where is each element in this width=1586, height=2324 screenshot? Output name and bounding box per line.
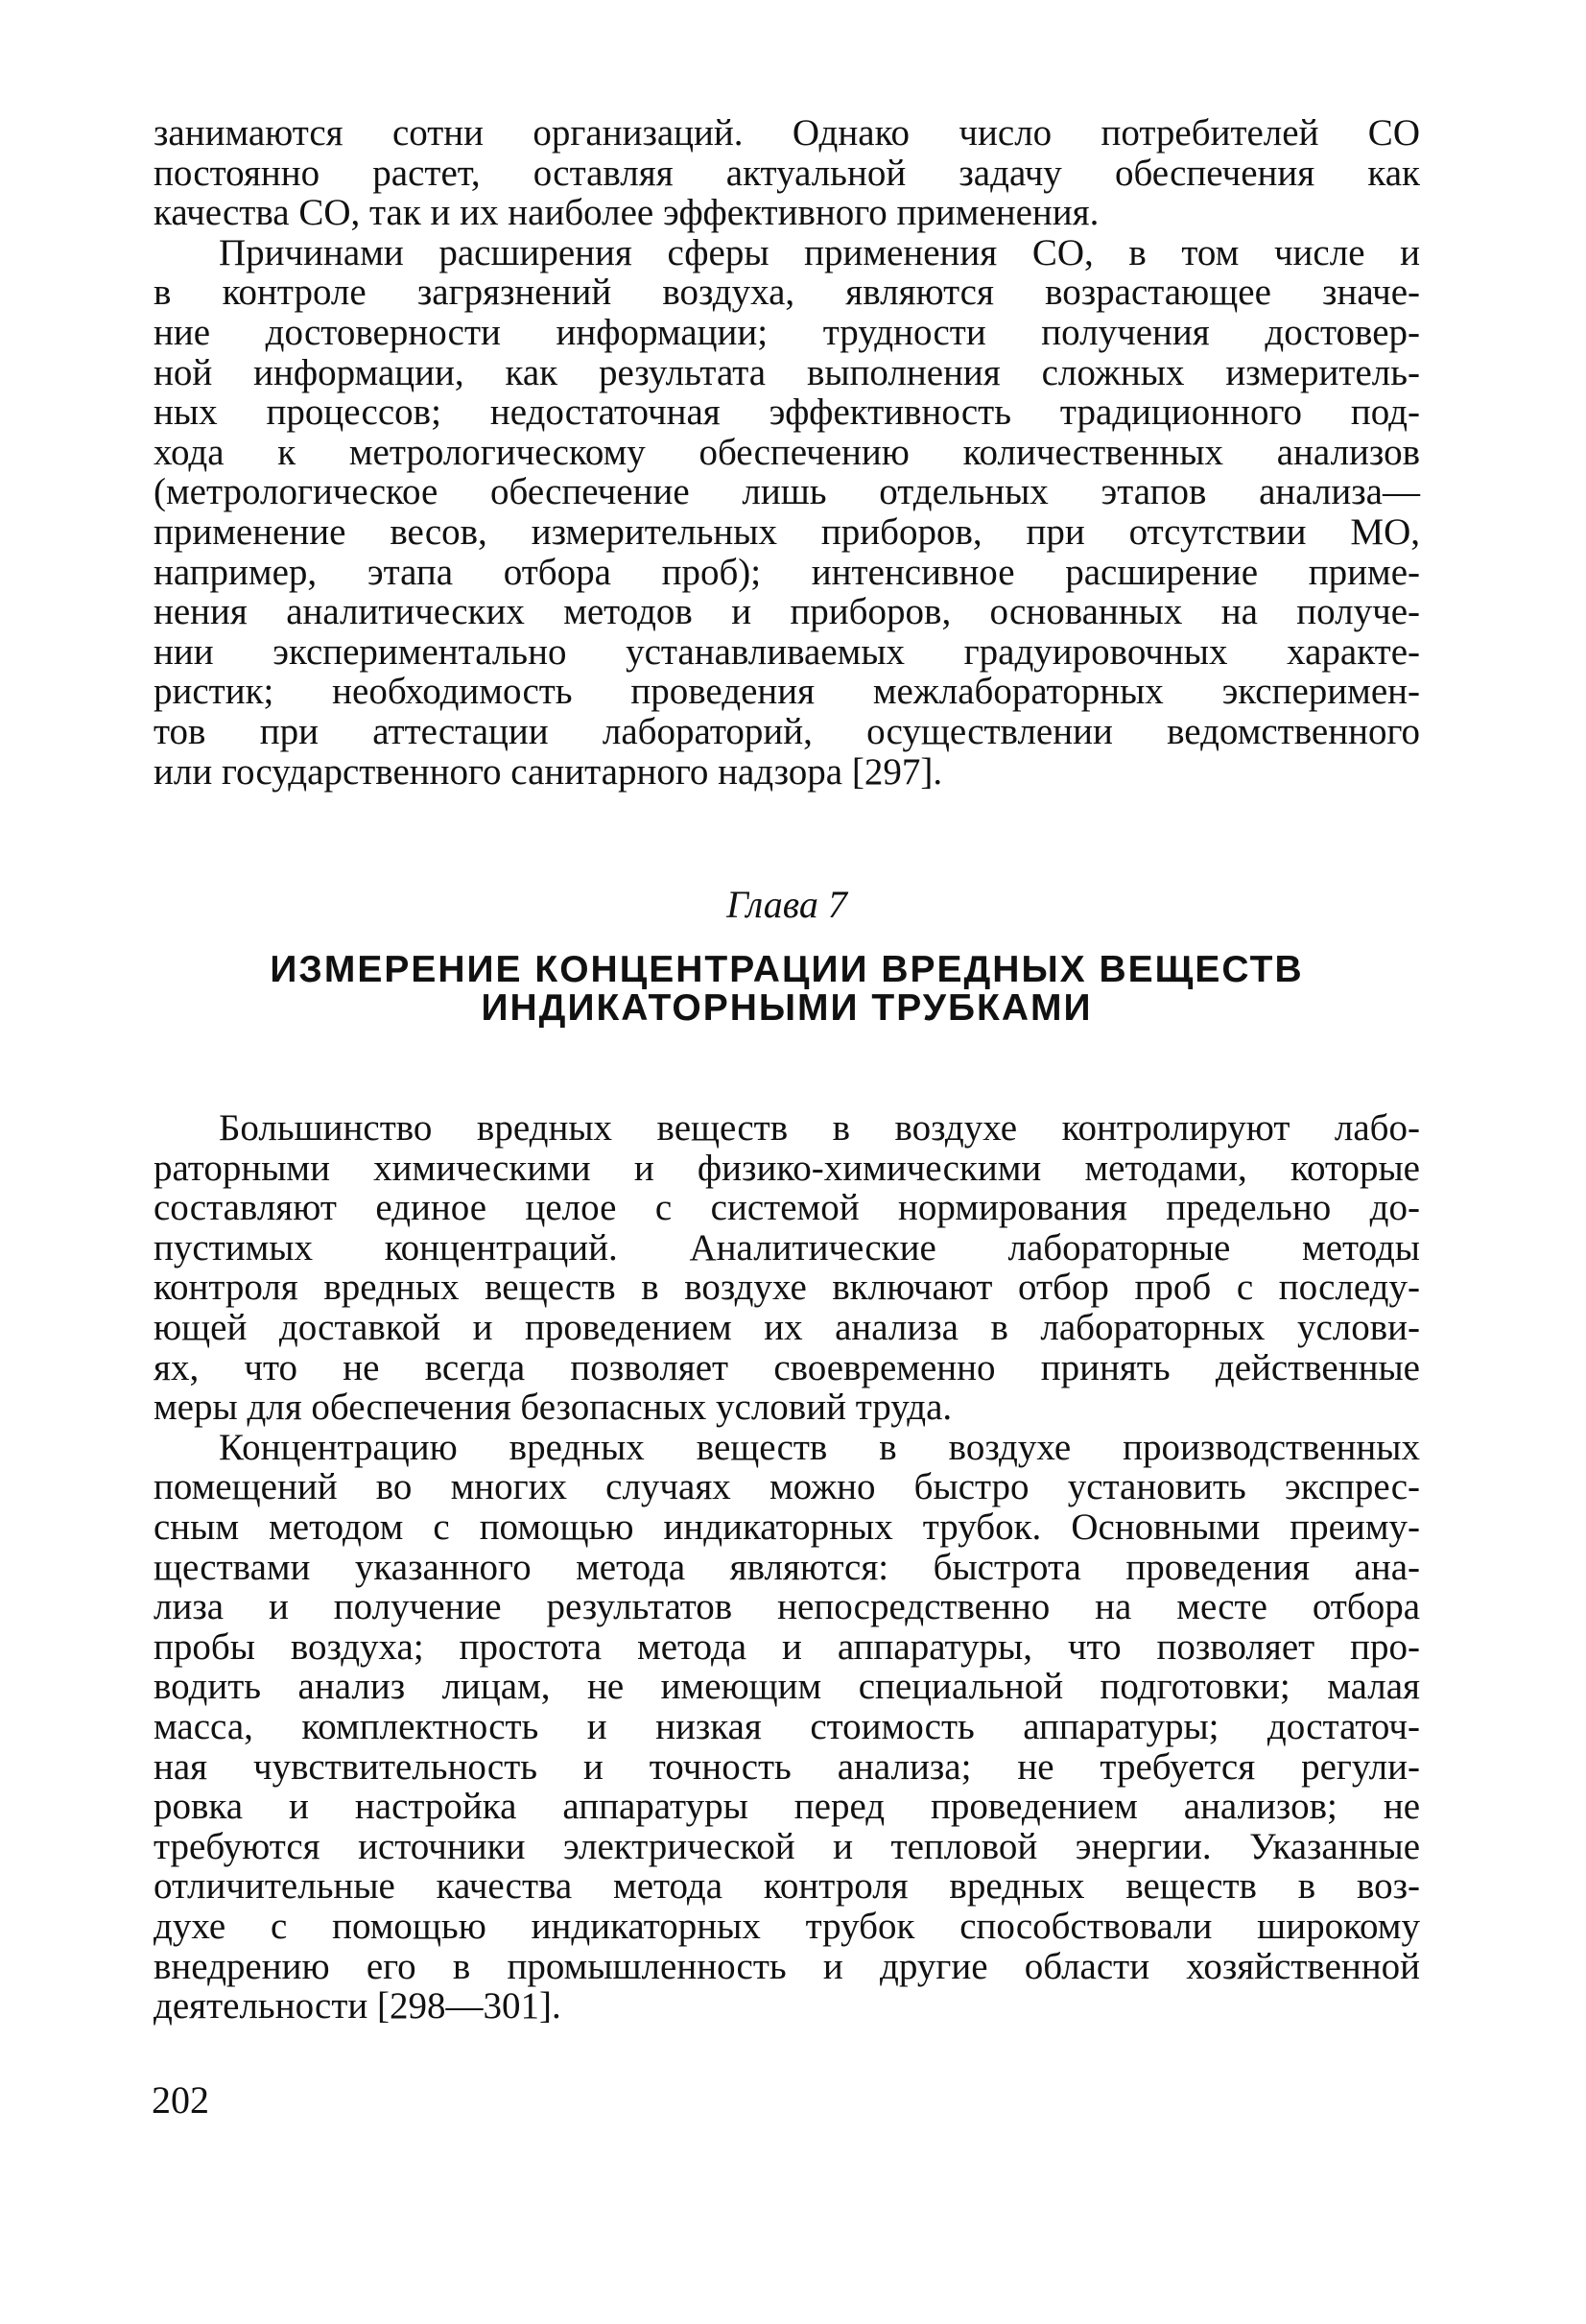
paragraph-intro	[154, 1108, 1420, 1428]
text-line: ных процессов; недостаточная эффективность традиционного под-	[154, 391, 1420, 434]
text-line: например, этапа отбора проб); интенсивное расширение приме-	[154, 551, 1420, 593]
text-line: ная чувствительность и точность анализа; не требуется регули-	[154, 1745, 1420, 1788]
text-line: постоянно растет, оставляя актуальной задачу обеспечения как	[154, 152, 1420, 194]
text-line: (метрологическое обеспечение лишь отдельных этапов анализа—	[154, 471, 1420, 513]
chapter-title-line-1: ИЗМЕРЕНИЕ КОНЦЕНТРАЦИИ ВРЕДНЫХ ВЕЩЕСТВ	[270, 949, 1304, 991]
chapter-heading	[154, 884, 1420, 1028]
text-line: ях, что не всегда позволяет своевременно принять действенные	[154, 1346, 1420, 1388]
text-line: тов при аттестации лабораторий, осуществлении ведомственного	[154, 710, 1420, 752]
text-line: ществами указанного метода являются: быстрота проведения ана-	[154, 1546, 1420, 1588]
text-line: ющей доставкой и проведением их анализа в лабораторных услови-	[154, 1307, 1420, 1349]
text-line: Большинство вредных веществ в воздухе контролируют лабо-	[219, 1107, 1420, 1150]
text-line: составляют единое целое с системой нормирования предельно до-	[154, 1187, 1420, 1229]
text-line: контроля вредных веществ в воздухе включают отбор проб с последу-	[154, 1267, 1420, 1309]
text-line: применение весов, измерительных приборов, при отсутствии МО,	[154, 510, 1420, 553]
text-line: помещений во многих случаях можно быстро установить экспрес-	[154, 1466, 1420, 1508]
text-line: хода к метрологическому обеспечению количественных анализов	[154, 431, 1420, 473]
paragraph-express	[154, 1428, 1420, 2027]
text-line: качества СО, так и их наиболее эффективного применения.	[154, 192, 1100, 234]
text-line: отличительные качества метода контроля вредных веществ в воз-	[154, 1865, 1420, 1908]
page-number: 202	[152, 2078, 209, 2122]
text-line: Причинами расширения сферы применения СО, в том числе и	[219, 231, 1420, 273]
text-line: в контроле загрязнений воздуха, являются возрастающее значе-	[154, 272, 1420, 314]
text-line: Концентрацию вредных веществ в воздухе производственных	[219, 1426, 1420, 1468]
text-line: пробы воздуха; простота метода и аппаратуры, что позволяет про-	[154, 1625, 1420, 1668]
text-line: масса, комплектность и низкая стоимость аппаратуры; достаточ-	[154, 1706, 1420, 1747]
chapter-title-line-2: ИНДИКАТОРНЫМИ ТРУБКАМИ	[481, 987, 1093, 1030]
text-line: нения аналитических методов и приборов, основанных на получе-	[154, 591, 1420, 633]
text-line: ристик; необходимость проведения межлабораторных эксперимен-	[154, 671, 1420, 713]
text-line: требуются источники электрической и тепловой энергии. Указанные	[154, 1825, 1420, 1867]
text-line: ной информации, как результата выполнения сложных измеритель-	[154, 351, 1420, 393]
text-line: деятельности [298—301].	[154, 1985, 561, 2028]
page-body	[154, 113, 1420, 2027]
text-line: нии экспериментально устанавливаемых градуировочных характе-	[154, 630, 1420, 673]
paragraph-continued	[154, 113, 1420, 233]
text-line: лиза и получение результатов непосредственно на месте отбора	[154, 1586, 1420, 1628]
text-line: или государственного санитарного надзора [297].	[154, 750, 943, 793]
text-line: духе с помощью индикаторных трубок способствовали широкому	[154, 1905, 1420, 1947]
paragraph-reasons	[154, 233, 1420, 792]
text-line: пустимых концентраций. Аналитические лабораторные методы	[154, 1226, 1420, 1269]
text-line: сным методом с помощью индикаторных трубок. Основными преиму-	[154, 1506, 1420, 1549]
text-line: раторными химическими и физико-химическими методами, которые	[154, 1147, 1420, 1189]
text-line: меры для обеспечения безопасных условий труда.	[154, 1387, 953, 1429]
text-line: ние достоверности информации; трудности получения достовер-	[154, 311, 1420, 353]
text-line: внедрению его в промышленность и другие области хозяйственной	[154, 1945, 1420, 1987]
text-line: занимаются сотни организаций. Однако число потребителей СО	[154, 112, 1420, 154]
text-line: водить анализ лицам, не имеющим специальной подготовки; малая	[154, 1666, 1420, 1708]
text-line: ровка и настройка аппаратуры перед проведением анализов; не	[154, 1786, 1420, 1828]
chapter-label: Глава 7	[726, 883, 847, 927]
